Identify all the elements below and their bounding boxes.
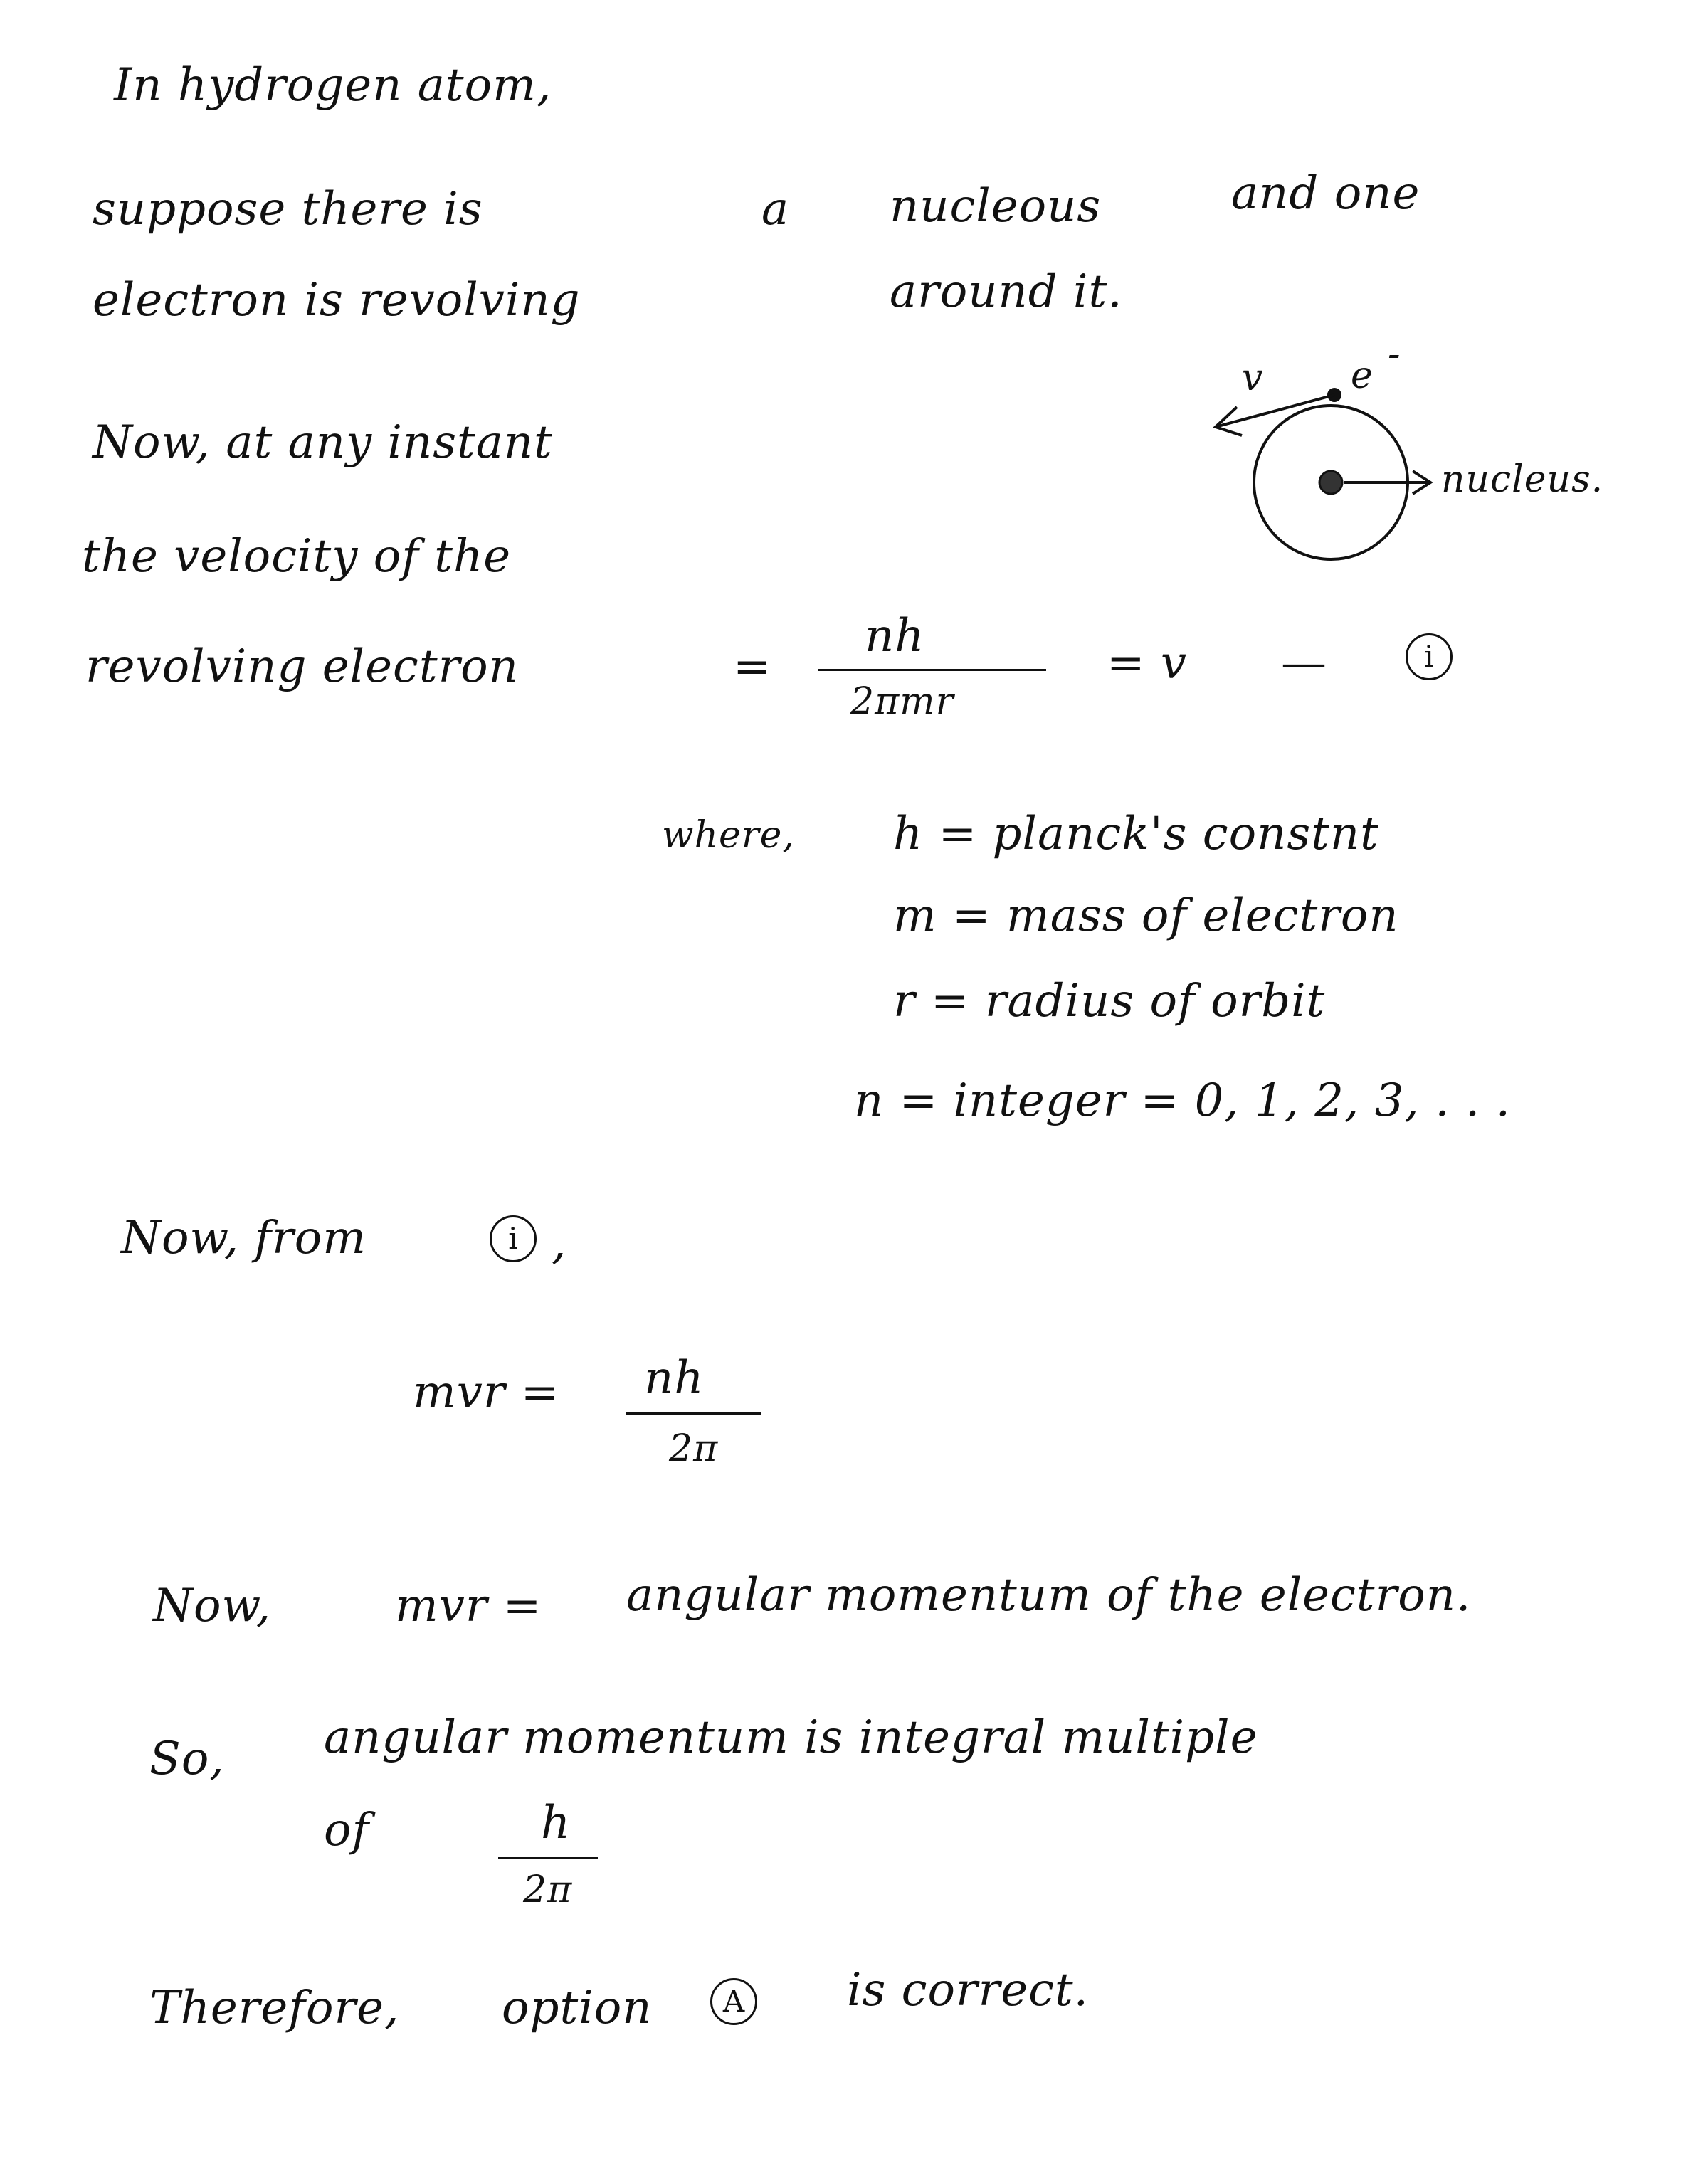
definition-n: n = integer = 0, 1, 2, 3, . . . <box>854 1074 1511 1127</box>
derivation-lhs: mvr = <box>413 1366 560 1419</box>
velocity-equals: = <box>733 640 772 693</box>
derivation-fraction-bar <box>626 1412 761 1415</box>
velocity-denominator: 2πmr <box>850 680 954 723</box>
velocity-line-3: revolving electron <box>85 640 519 693</box>
velocity-label: v <box>1242 356 1264 399</box>
nucleus-dot <box>1319 471 1342 494</box>
intro-line-3b: around it. <box>890 265 1123 318</box>
conclusion-fraction-bar <box>498 1857 598 1859</box>
intro-line-2d: and one <box>1231 167 1420 220</box>
definitions-where: where, <box>662 814 795 857</box>
definition-h: h = planck's constnt <box>893 808 1379 860</box>
velocity-numerator: nh <box>865 610 925 662</box>
angular-mvr: mvr = <box>395 1580 542 1632</box>
derivation-from-label: Now, from <box>121 1212 367 1264</box>
conclusion-of: of <box>324 1804 370 1856</box>
velocity-line-1: Now, at any instant <box>93 416 553 469</box>
velocity-line-2: the velocity of the <box>82 530 512 583</box>
definition-r: r = radius of orbit <box>893 975 1326 1027</box>
derivation-numerator: nh <box>644 1352 705 1405</box>
conclusion-numerator: h <box>541 1797 571 1849</box>
conclusion-line-1: angular momentum is integral multiple <box>324 1711 1258 1764</box>
intro-line-2a: suppose there is <box>93 183 483 236</box>
derivation-denominator: 2π <box>669 1427 719 1470</box>
nucleus-label: nucleus. <box>1441 458 1604 501</box>
conclusion-option-word: option <box>502 1982 653 2034</box>
answer-option-circle: A <box>710 1978 757 2025</box>
equation-ref-circle: i <box>1406 633 1453 680</box>
electron-charge: - <box>1388 333 1401 376</box>
derivation-comma: , <box>552 1217 567 1269</box>
conclusion-is-correct: is correct. <box>847 1964 1089 2017</box>
intro-line-1: In hydrogen atom, <box>114 59 552 112</box>
intro-line-2b: a <box>761 183 790 236</box>
velocity-dash: — <box>1281 637 1327 689</box>
intro-line-2c: nucleous <box>890 180 1102 233</box>
conclusion-so: So, <box>149 1733 225 1785</box>
conclusion-denominator: 2π <box>523 1869 573 1911</box>
velocity-rhs: = v <box>1107 637 1188 689</box>
angular-text: angular momentum of the electron. <box>626 1569 1472 1622</box>
definition-m: m = mass of electron <box>893 889 1399 942</box>
conclusion-therefore: Therefore, <box>149 1982 400 2034</box>
velocity-fraction-bar <box>818 669 1046 671</box>
derivation-ref-circle: i <box>490 1215 537 1262</box>
electron-label: e <box>1351 354 1374 397</box>
intro-line-3a: electron is revolving <box>93 274 581 327</box>
angular-now: Now, <box>153 1580 272 1632</box>
